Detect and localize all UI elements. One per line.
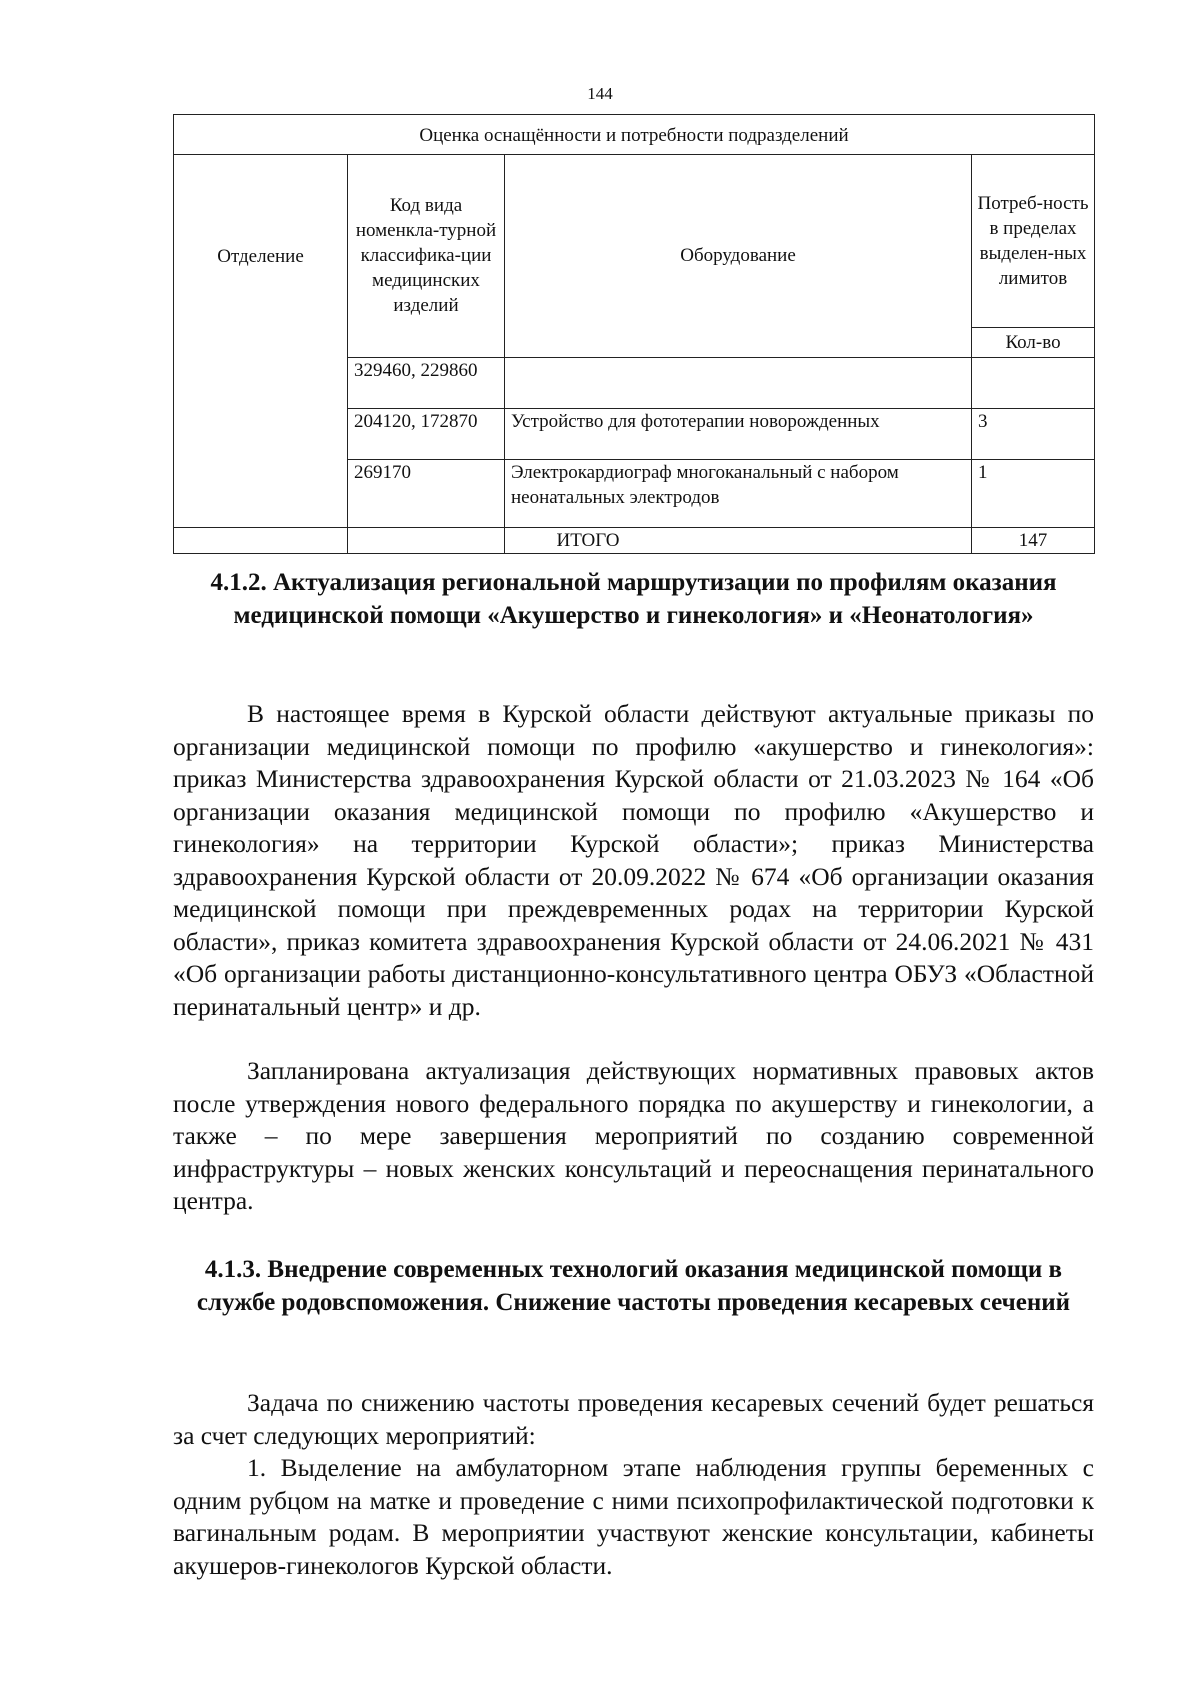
header-equipment: Оборудование — [505, 155, 972, 358]
total-value: 147 — [972, 527, 1095, 553]
cell-qty: 1 — [972, 459, 1095, 527]
table-caption: Оценка оснащённости и потребности подразделений — [174, 115, 1095, 155]
cell-qty — [972, 357, 1095, 408]
page-number: 144 — [587, 84, 613, 103]
paragraph: Запланирована актуализация действующих нормативных правовых актов после утверждения нового федерального порядка по акушерству и гинекологии, а также – по мере завершения мероприятий по созданию современной инфраструктуры – новых женских консультаций и переоснащения перинатального центра. — [173, 1056, 1094, 1215]
total-empty-cell — [348, 527, 505, 553]
header-code: Код вида номенкла-турной классифика-ции медицинских изделий — [348, 155, 505, 358]
table-header-row — [174, 155, 1095, 328]
paragraph: Задача по снижению частоты проведения кесаревых сечений будет решаться за счет следующих мероприятий: — [173, 1388, 1094, 1450]
table-row — [174, 357, 1095, 408]
total-empty-cell — [174, 527, 348, 553]
section-heading-4-1-2: 4.1.2. Актуализация региональной маршрутизации по профилям оказания медицинской помощи «Акушерство и гинекология» и «Неонатология» — [210, 569, 1057, 629]
paragraph: 1. Выделение на амбулаторном этапе наблюдения группы беременных с одним рубцом на матке и проведение с ними психопрофилактической подготовки к вагинальным родам. В мероприятии участвуют женские консультации, кабинеты акушеров-гинекологов Курской области. — [173, 1453, 1094, 1580]
table-row — [174, 459, 1095, 527]
table-total-row — [174, 527, 1095, 553]
cell-equipment: Электрокардиограф многоканальный с набором неонатальных электродов — [505, 459, 972, 527]
cell-department — [174, 408, 348, 459]
total-label: ИТОГО — [505, 527, 972, 553]
equipment-table — [173, 114, 1095, 554]
table-row — [174, 408, 1095, 459]
cell-department — [174, 459, 348, 527]
cell-equipment: Устройство для фототерапии новорожденных — [505, 408, 972, 459]
cell-code: 329460, 229860 — [348, 357, 505, 408]
section-heading-4-1-3: 4.1.3. Внедрение современных технологий оказания медицинской помощи в службе родовспоможения. Снижение частоты проведения кесаревых сечений — [196, 1256, 1071, 1316]
cell-code: 269170 — [348, 459, 505, 527]
cell-code: 204120, 172870 — [348, 408, 505, 459]
table-caption-row — [174, 115, 1095, 155]
cell-equipment — [505, 357, 972, 408]
header-need: Потреб-ность в пределах выделен-ных лимитов — [972, 155, 1095, 328]
header-qty: Кол-во — [972, 327, 1095, 357]
cell-department — [174, 357, 348, 408]
cell-qty: 3 — [972, 408, 1095, 459]
header-department: Отделение — [174, 155, 348, 358]
paragraph: В настоящее время в Курской области действуют актуальные приказы по организации медицинской помощи по профилю «акушерство и гинекология»: приказ Министерства здравоохранения Курской области от 21.03.2023 № 164 «Об организации оказания медицинской помощи по профилю «Акушерство и гинекология» на территории Курской области»; приказ Министерства здравоохранения Курской области от 20.09.2022 № 674 «Об организации оказания медицинской помощи при преждевременных родах на территории Курской области», приказ комитета здравоохранения Курской области от 24.06.2021 № 431 «Об организации работы дистанционно-консультативного центра ОБУЗ «Областной перинатальный центр» и др. — [173, 699, 1094, 1021]
